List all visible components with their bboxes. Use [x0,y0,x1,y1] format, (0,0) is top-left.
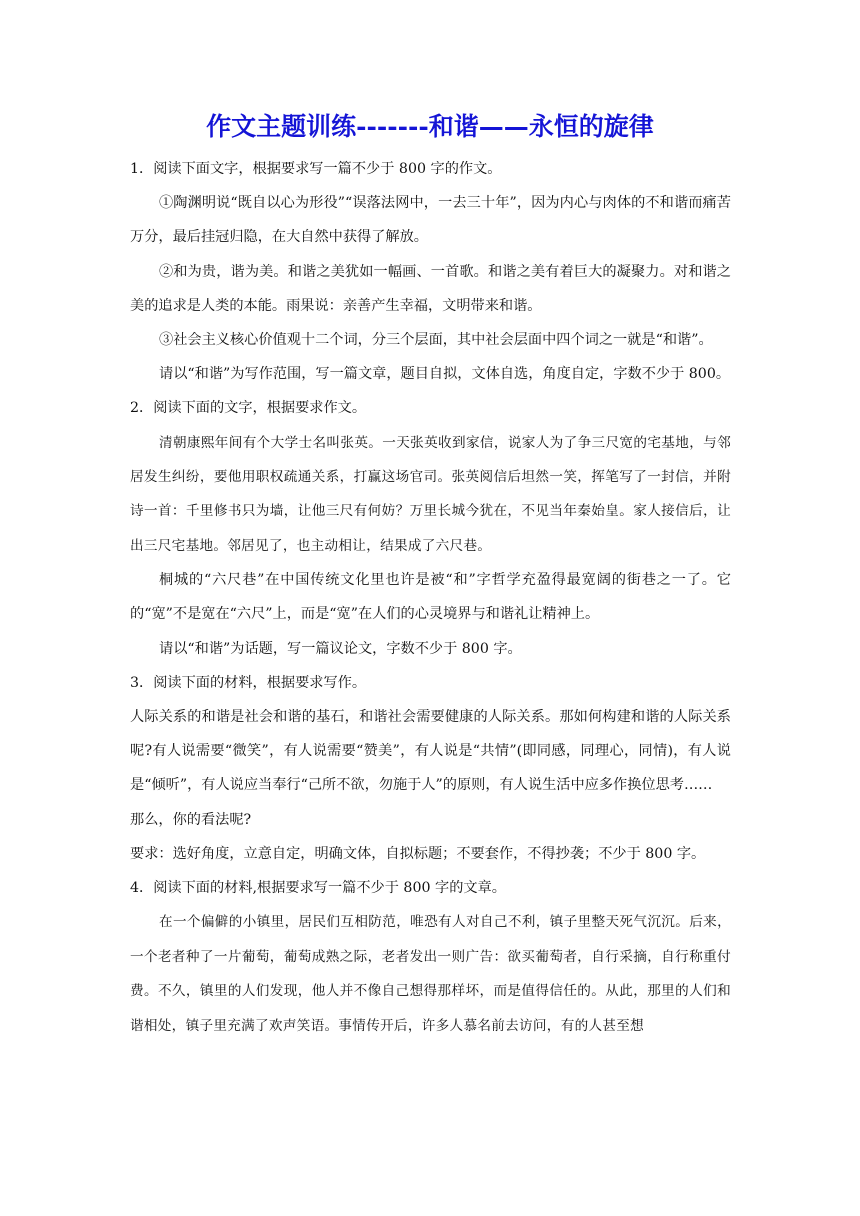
question-1-requirement: 请以“和谐”为写作范围，写一篇文章，题目自拟，文体自选，角度自定，字数不少于 800。 [159,366,731,383]
question-2-heading: 2．阅读下面的文字，根据要求作文。 [130,400,367,417]
question-3-question: 那么，你的看法呢? [130,811,252,828]
question-4-heading: 4．阅读下面的材料,根据要求写一篇不少于 800 字的文章。 [130,880,506,897]
page-title: 作文主题训练-------和谐——永恒的旋律 [206,112,654,141]
question-4-story: 在一个偏僻的小镇里，居民们互相防范，唯恐有人对自己不利，镇子里整天死气沉沉。后来，一个老者种了一片葡萄，葡萄成熟之际，老者发出一则广告：欲买葡萄者，自行采摘，自行称重付费。不久，镇里的人们发现，他人并不像自己想得那样坏，而是值得信任的。从此，那里的人们和谐相处，镇子里充满了欢声笑语。事情传开后，许多人慕名前去访问，有的人甚至想 [130,914,731,1034]
question-1-material-2: ②和为贵，谐为美。和谐之美犹如一幅画、一首歌。和谐之美有着巨大的凝聚力。对和谐之美的追求是人类的本能。雨果说：亲善产生幸福，文明带来和谐。 [130,263,731,314]
question-3-material: 人际关系的和谐是社会和谐的基石，和谐社会需要健康的人际关系。那如何构建和谐的人际关系呢?有人说需要“微笑”，有人说需要“赞美”，有人说是“共情”(即同感，同理心，同情)，有人说是“倾听”，有人说应当奉行“己所不欲，勿施于人”的原则，有人说生活中应多作换位思考…… [130,709,731,794]
question-1-material-1: ①陶渊明说“既自以心为形役”“误落法网中，一去三十年”，因为内心与肉体的不和谐而痛苦万分，最后挂冠归隐，在大自然中获得了解放。 [130,195,731,246]
question-2-story: 清朝康熙年间有个大学士名叫张英。一天张英收到家信，说家人为了争三尺宽的宅基地，与邻居发生纠纷，要他用职权疏通关系，打赢这场官司。张英阅信后坦然一笑，挥笔写了一封信，并附诗一首：千里修书只为墙，让他三尺有何妨？万里长城今犹在，不见当年秦始皇。家人接信后，让出三尺宅基地。邻居见了，也主动相让，结果成了六尺巷。 [130,434,731,554]
document-body [130,152,731,1043]
question-3-requirement: 要求：选好角度，立意自定，明确文体，自拟标题；不要套作，不得抄袭；不少于 800 字。 [130,845,706,862]
question-2-comment: 桐城的“六尺巷”在中国传统文化里也许是被“和”字哲学充盈得最宽阔的街巷之一了。它的“宽”不是宽在“六尺”上，而是“宽”在人们的心灵境界与和谐礼让精神上。 [130,572,731,623]
question-1-material-3: ③社会主义核心价值观十二个词，分三个层面，其中社会层面中四个词之一就是“和谐”。 [159,332,713,349]
question-1-heading: 1．阅读下面文字，根据要求写一篇不少于 800 字的作文。 [130,161,502,177]
question-3-heading: 3．阅读下面的材料，根据要求写作。 [130,674,367,691]
question-2-requirement: 请以“和谐”为话题，写一篇议论文，字数不少于 800 字。 [159,640,522,657]
